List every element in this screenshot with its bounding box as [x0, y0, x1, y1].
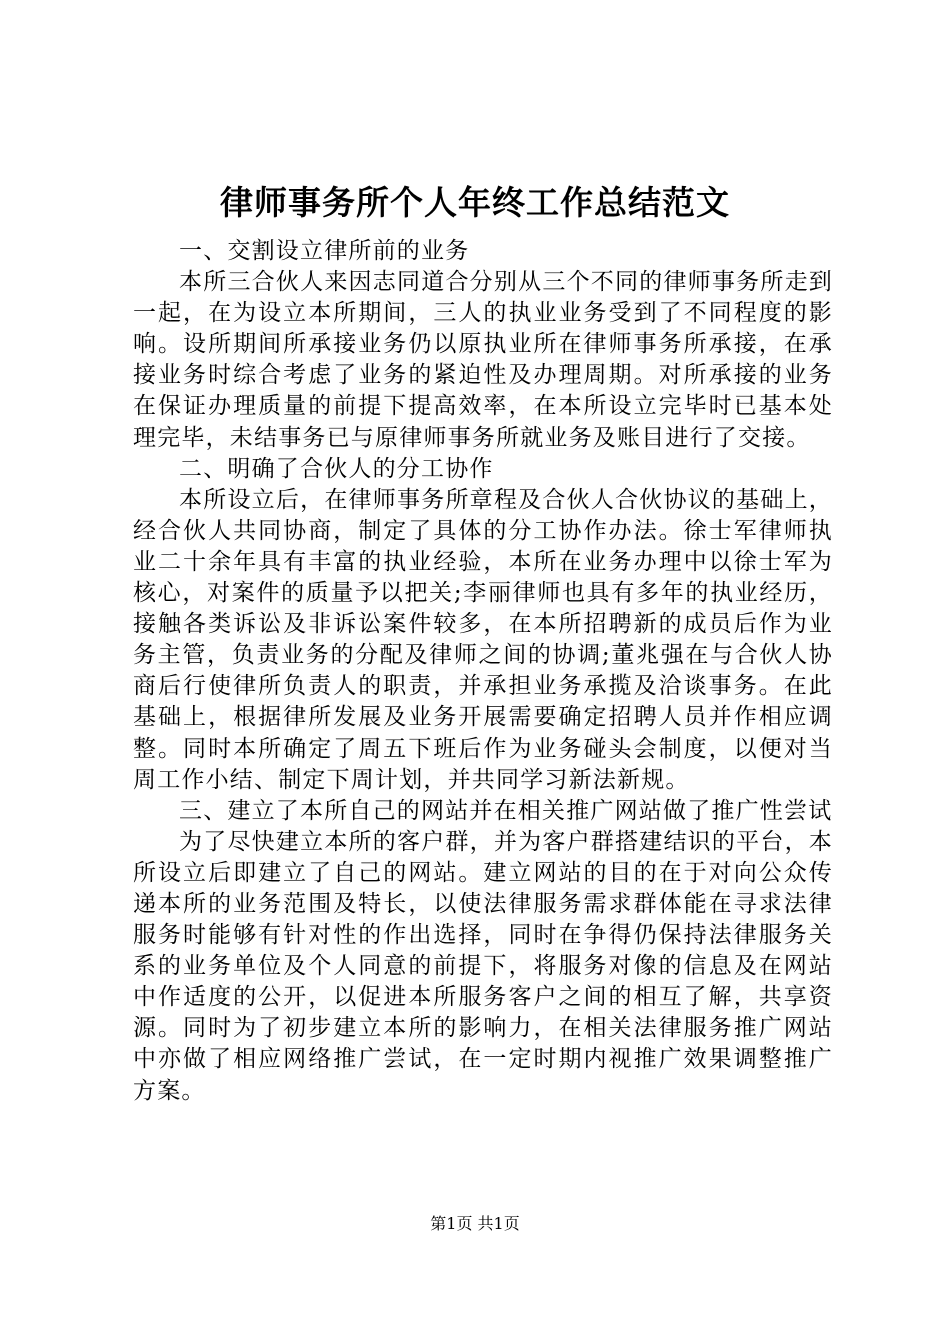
document-title: 律师事务所个人年终工作总结范文 — [220, 183, 730, 222]
section-heading-2: 二、明确了合伙人的分工协作 — [179, 455, 494, 482]
section-heading-1: 一、交割设立律所前的业务 — [179, 238, 470, 264]
paragraph-3: 为了尽快建立本所的客户群，并为客户群搭建结识的平台，本所设立后即建立了自己的网站。建立网站的目的在于对向公众传递本所的业务范围及特长，以使法律服务需求群体能在寻求法律服务时能够有针对性的作出选择，同时在争得仍保持法律服务关系的业务单位及个人同意的前提下，将服务对像的信息及在网站中作适度的公开，以促进本所服务客户之间的相互了解，共享资源。同时为了初步建立本所的影响力，在相关法律服务推广网站中亦做了相应网络推广尝试，在一定时期内视推广效果调整推广方案。 — [133, 828, 833, 1104]
page-footer: 第1页 共1页 — [430, 1214, 520, 1233]
document-body — [133, 236, 833, 1107]
paragraph-2: 本所设立后，在律师事务所章程及合伙人合伙协议的基础上，经合伙人共同协商，制定了具体的分工协作办法。徐士军律师执业二十余年具有丰富的执业经验，本所在业务办理中以徐士军为核心，对案件的质量予以把关;李丽律师也具有多年的执业经历，接触各类诉讼及非诉讼案件较多，在本所招聘新的成员后作为业务主管，负责业务的分配及律师之间的协调;董兆强在与合伙人协商后行使律所负责人的职责，并承担业务承揽及洽谈事务。在此基础上，根据律所发展及业务开展需要确定招聘人员并作相应调整。同时本所确定了周五下班后作为业务碰头会制度，以便对当周工作小结、制定下周计划，并共同学习新法新规。 — [133, 486, 833, 793]
paragraph-1: 本所三合伙人来因志同道合分别从三个不同的律师事务所走到一起，在为设立本所期间，三人的执业业务受到了不同程度的影响。设所期间所承接业务仍以原执业所在律师事务所承接，在承接业务时综合考虑了业务的紧迫性及办理周期。对所承接的业务在保证办理质量的前提下提高效率，在本所设立完毕时已基本处理完毕，未结事务已与原律师事务所就业务及账目进行了交接。 — [133, 269, 833, 451]
section-heading-3: 三、建立了本所自己的网站并在相关推广网站做了推广性尝试 — [179, 797, 833, 824]
